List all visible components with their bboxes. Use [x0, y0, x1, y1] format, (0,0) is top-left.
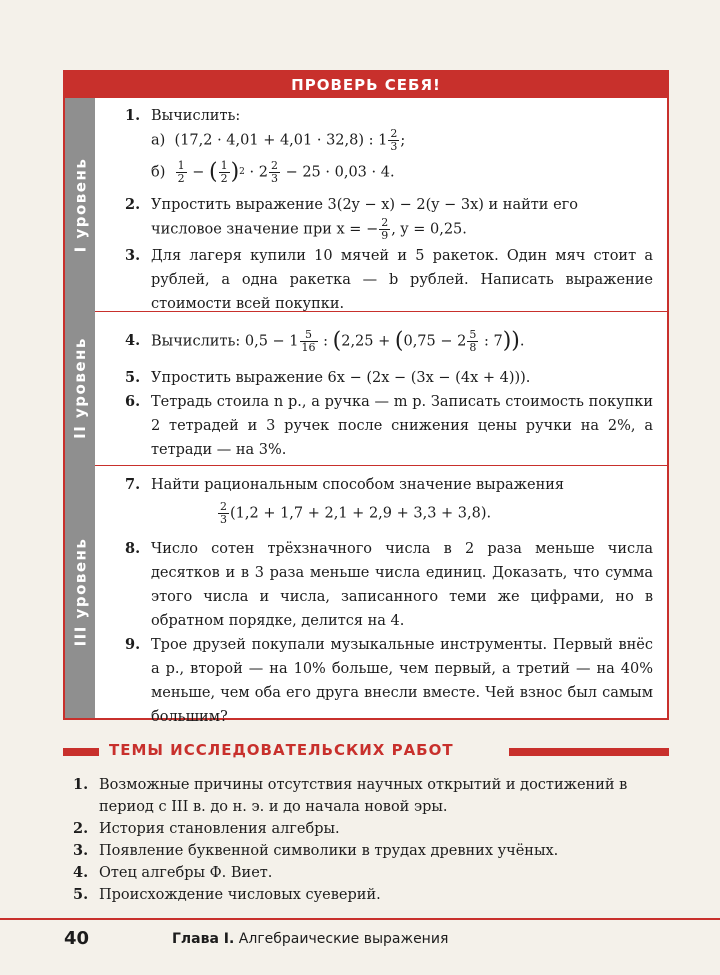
- task-number: 1.: [125, 107, 141, 124]
- list-item: 2. История становления алгебры.: [73, 820, 340, 837]
- task-number: 8.: [125, 540, 141, 557]
- fraction: $\frac{2}{9}$: [381, 216, 389, 242]
- task-text: Трое друзей покупали музыкальные инструменты. Первый внёс a р., второй — на 10% больше, чем первый, а третий — на 40% меньше, чем оба его друга внесли вместе. Чей взнос был самым большим?: [151, 637, 653, 725]
- task-text: Вычислить: 0,5 − 1 $\frac{5}{16}$ : (2,25 + (0,75 − 2 $\frac{5}{8}$ : 7)).: [151, 328, 525, 354]
- task-number: 7.: [125, 476, 141, 493]
- task-1b: б) $\frac{1}{2}$ − ( $\frac{1}{2}$ )$^2$ · 2 $\frac{2}{3}$ − 25 · 0,03 · 4.: [151, 159, 395, 185]
- task-1a: а) (17,2 · 4,01 + 4,01 · 32,8) : 1 $\frac{2}{3}$ ;: [151, 127, 406, 153]
- task-1a-label: а): [151, 132, 166, 149]
- task-text: Для лагеря купили 10 мячей и 5 ракеток. Один мяч стоит a рублей, а одна ракетка — b рублей. Написать выражение стоимости всей покупки.: [151, 248, 653, 312]
- fraction: $\frac{2}{3}$: [390, 127, 398, 153]
- research-topics-list: [63, 774, 669, 906]
- fraction: $\frac{1}{2}$: [220, 159, 228, 185]
- task-number: 2.: [125, 196, 141, 213]
- check-yourself-box: [63, 70, 669, 725]
- fraction: $\frac{1}{2}$: [177, 159, 185, 185]
- task-text: Найти рациональным способом значение выражения: [151, 477, 565, 493]
- level-1-label: I уровень: [71, 157, 90, 252]
- footer-rule: [0, 918, 720, 920]
- list-item: 3. Появление буквенной символики в трудах древних учёных.: [73, 842, 559, 859]
- task-number: 6.: [125, 393, 141, 410]
- check-yourself-title: ПРОВЕРЬ СЕБЯ!: [65, 72, 667, 98]
- task-number: 3.: [125, 247, 141, 264]
- level-2-section: [65, 311, 667, 466]
- page-number: 40: [64, 928, 90, 949]
- level-3-sidebar: [65, 465, 95, 718]
- task-text: Тетрадь стоила n р., а ручка — m р. Записать стоимость покупки 2 тетрадей и 3 ручек после снижения цены ручки на 2%, а тетради — на 3%.: [151, 394, 653, 458]
- level-3-label: III уровень: [71, 537, 89, 646]
- fraction: $\frac{5}{16}$: [301, 328, 316, 354]
- level-1-sidebar: [65, 98, 95, 311]
- task-number: 9.: [125, 636, 141, 653]
- level-2-sidebar: [65, 311, 95, 465]
- fraction: $\frac{5}{8}$: [469, 328, 477, 354]
- task-number: 5.: [125, 369, 141, 386]
- research-topics-header: [63, 742, 669, 760]
- task-text: Число сотен трёхзначного числа в 2 раза меньше числа десятков и в 3 раза меньше числа единиц. Доказать, что сумма этого числа и числа, записанного теми же цифрами, но в обратном порядке, делится на 4.: [151, 541, 653, 629]
- level-3-section: [65, 465, 667, 725]
- fraction: $\frac{2}{3}$: [220, 500, 227, 526]
- task-number: 4.: [125, 332, 141, 349]
- list-item: 5. Происхождение числовых суеверий.: [73, 886, 381, 903]
- level-2-label: II уровень: [71, 337, 89, 439]
- header-rule-right: [509, 748, 669, 756]
- levels: [65, 98, 667, 725]
- task-text: Упростить выражение 3(2y − x) − 2(y − 3x) и найти его числовое значение при x = − $\frac{2}{9}$ , y = 0,25.: [151, 197, 578, 242]
- chapter-title: Алгебраические выражения: [238, 931, 449, 947]
- list-item: 1. Возможные причины отсутствия научных открытий и достижений в период с III в. до н. э. и до начала новой эры.: [73, 776, 628, 815]
- task-text: Упростить выражение 6x − (2x − (3x − (4x + 4))).: [151, 370, 531, 386]
- task-7-expression: $\frac{2}{3}$ (1,2 + 1,7 + 2,1 + 2,9 + 3,3 + 3,8).: [220, 500, 492, 526]
- level-1-section: [65, 98, 667, 312]
- fraction: $\frac{2}{3}$: [270, 159, 278, 185]
- research-topics-title: ТЕМЫ ИССЛЕДОВАТЕЛЬСКИХ РАБОТ: [109, 741, 454, 759]
- task-1a-expr: (17,2 · 4,01 + 4,01 · 32,8) : 1: [174, 132, 388, 149]
- chapter-label: Глава I.: [172, 931, 235, 947]
- header-rule-left: [63, 748, 99, 756]
- task-1b-label: б): [151, 164, 166, 181]
- list-item: 4. Отец алгебры Ф. Виет.: [73, 864, 273, 881]
- task-text: Вычислить:: [151, 108, 241, 124]
- chapter-caption: [172, 931, 448, 947]
